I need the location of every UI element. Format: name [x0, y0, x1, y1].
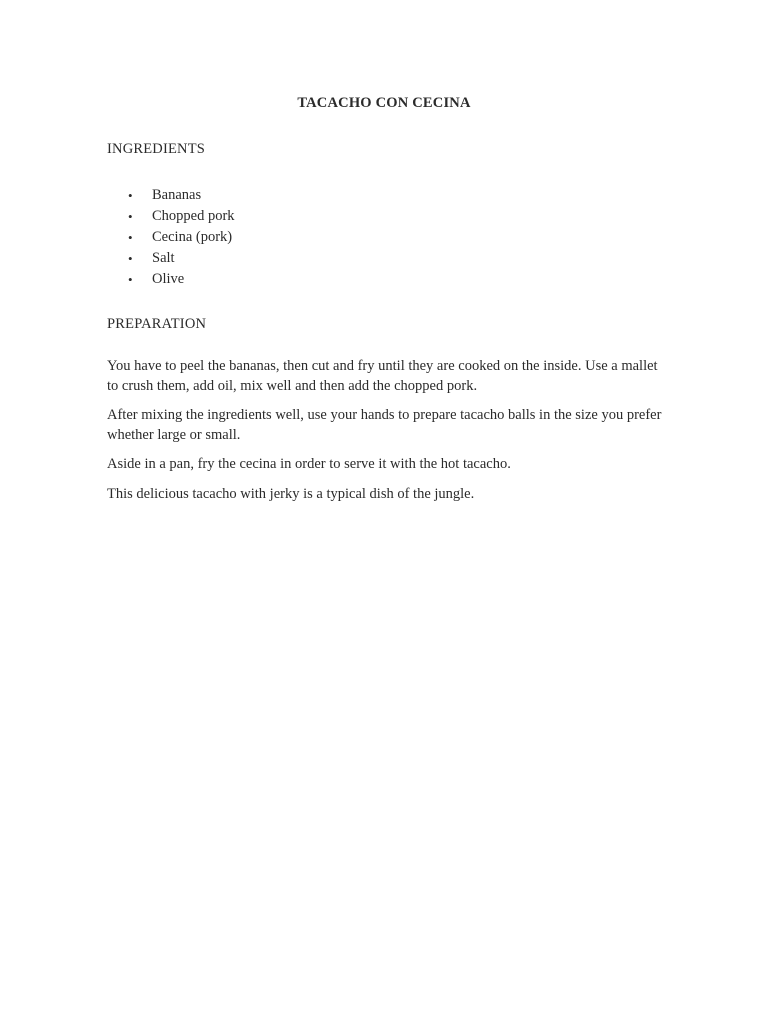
ingredient-label: Cecina (pork)	[152, 229, 233, 245]
ingredient-label: Salt	[152, 250, 175, 266]
list-item	[0, 248, 235, 269]
ingredient-label: Chopped pork	[152, 208, 235, 224]
preparation-paragraph: Aside in a pan, fry the cecina in order to serve it with the hot tacacho.	[107, 456, 511, 472]
list-item	[0, 206, 235, 227]
list-item	[0, 185, 235, 206]
ingredient-label: Olive	[152, 271, 185, 287]
list-item	[0, 227, 235, 248]
preparation-paragraph: This delicious tacacho with jerky is a typical dish of the jungle.	[107, 486, 475, 502]
bullet-icon: •	[128, 230, 133, 245]
list-item	[0, 269, 235, 290]
preparation-paragraph: You have to peel the bananas, then cut and fry until they are cooked on the inside. Use a mallet to crush them, add oil, mix well and then add the chopped pork.	[107, 358, 658, 394]
preparation-paragraph: After mixing the ingredients well, use your hands to prepare tacacho balls in the size you prefer whether large or small.	[107, 407, 662, 443]
bullet-icon: •	[128, 188, 133, 203]
preparation-heading: PREPARATION	[107, 316, 207, 332]
ingredients-list	[0, 185, 235, 290]
ingredient-label: Bananas	[152, 187, 202, 203]
page-title: TACACHO CON CECINA	[297, 95, 471, 111]
bullet-icon: •	[128, 272, 133, 287]
bullet-icon: •	[128, 209, 133, 224]
bullet-icon: •	[128, 251, 133, 266]
ingredients-heading: INGREDIENTS	[107, 141, 206, 157]
